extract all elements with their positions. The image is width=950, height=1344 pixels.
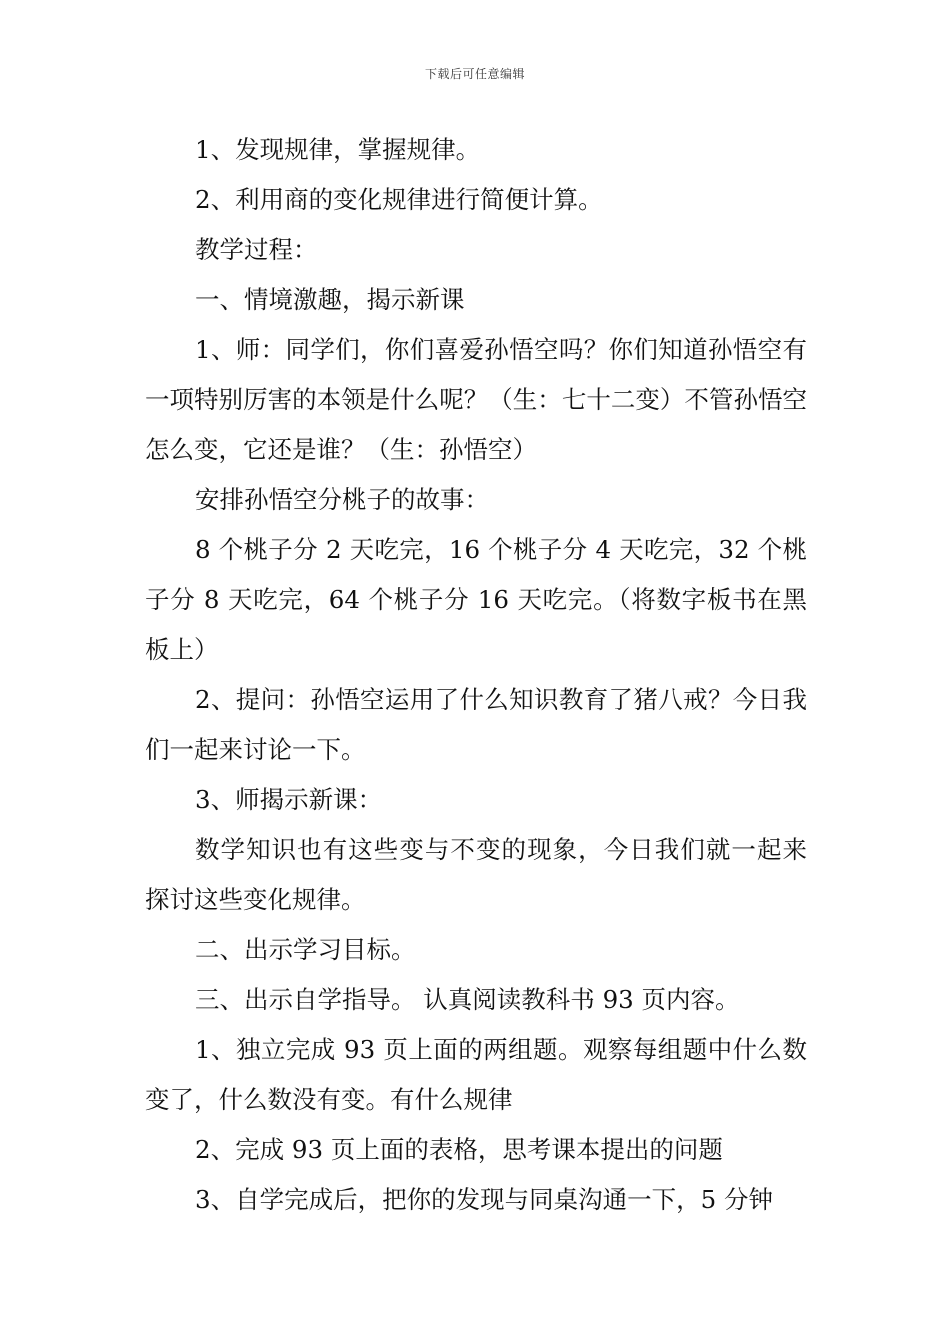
paragraph-teacher-question: 1、师：同学们，你们喜爱孙悟空吗？你们知道孙悟空有一项特别厉害的本领是什么呢？（生：七十二变）不管孙悟空怎么变，它还是谁？（生：孙悟空） <box>145 335 807 464</box>
paragraph-section-3-heading: 三、出示自学指导。 认真阅读教科书 93 页内容。 <box>195 985 740 1014</box>
paragraph-goal-2: 2、利用商的变化规律进行简便计算。 <box>195 185 603 214</box>
document-body <box>145 125 807 1225</box>
paragraph-math-knowledge: 数学知识也有这些变与不变的现象，今日我们就一起来探讨这些变化规律。 <box>145 835 807 914</box>
paragraph-peach-story: 8 个桃子分 2 天吃完，16 个桃子分 4 天吃完，32 个桃子分 8 天吃完，64 个桃子分 16 天吃完。（将数字板书在黑板上） <box>145 535 807 664</box>
paragraph-reveal-lesson: 3、师揭示新课： <box>195 785 383 814</box>
paragraph-story-intro: 安排孙悟空分桃子的故事： <box>195 485 489 514</box>
paragraph-guide-1: 1、独立完成 93 页上面的两组题。观察每组题中什么数变了，什么数没有变。有什么规律 <box>145 1035 807 1114</box>
paragraph-guide-3: 3、自学完成后，把你的发现与同桌沟通一下，5 分钟 <box>195 1185 773 1214</box>
paragraph-question-2: 2、提问：孙悟空运用了什么知识教育了猪八戒？今日我们一起来讨论一下。 <box>145 685 807 764</box>
paragraph-section-1-heading: 一、情境激趣，揭示新课 <box>195 285 465 314</box>
paragraph-section-2-heading: 二、出示学习目标。 <box>195 935 416 964</box>
page-header: 下载后可任意编辑 <box>424 67 525 81</box>
paragraph-guide-2: 2、完成 93 页上面的表格，思考课本提出的问题 <box>195 1135 723 1164</box>
paragraph-process-heading: 教学过程： <box>195 235 318 264</box>
paragraph-goal-1: 1、发现规律，掌握规律。 <box>195 135 481 164</box>
